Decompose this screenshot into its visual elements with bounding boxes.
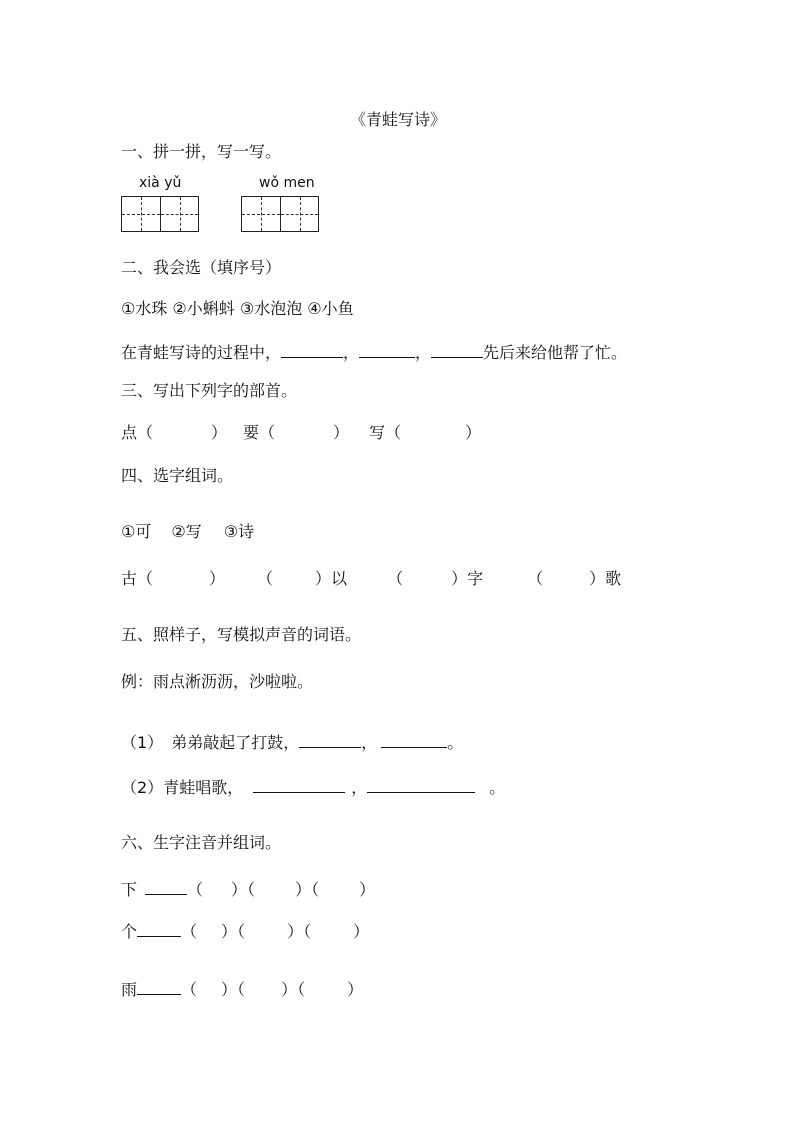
fill-sentence (121, 341, 627, 363)
word-row (121, 569, 621, 589)
pinyin-xia-yu: xià yǔ (139, 175, 182, 191)
word-ge: ）歌 (589, 569, 622, 588)
section-1-heading: 一、拼一拼，写一写。 (121, 142, 282, 161)
pinyin-wo-men: wǒ men (259, 175, 315, 191)
section-5-heading: 五、照样子，写模拟声音的词语。 (121, 625, 362, 644)
paren-close: ） (281, 980, 298, 999)
paren-close: ） (295, 880, 312, 899)
radical-xie: 写（ (369, 423, 402, 442)
section-3-heading: 三、写出下列字的部首。 (121, 381, 298, 400)
page-title: 《青蛙写诗》 (350, 110, 447, 129)
paren-open: （ (181, 922, 198, 941)
section-6-heading: 六、生字注音并组词。 (121, 833, 282, 852)
comma: ， (351, 778, 368, 797)
radical-row (121, 423, 481, 443)
blank-2[interactable] (359, 341, 415, 358)
pinyin-blank[interactable] (137, 978, 181, 995)
char-xia: 下 (121, 880, 138, 899)
paren-close: ） (465, 423, 482, 442)
section-2-heading: 二、我会选（填序号） (121, 258, 282, 277)
paren-close: ） (211, 423, 228, 442)
blank-3[interactable] (431, 341, 483, 358)
comma: ， (343, 343, 360, 362)
pinyin-blank[interactable] (145, 878, 187, 895)
paren-open: （ (187, 880, 204, 899)
writing-grid-2[interactable] (241, 196, 319, 232)
writing-grid-1[interactable] (121, 196, 199, 232)
period: 。 (489, 778, 506, 797)
sentence-end: 先后来给他帮了忙。 (483, 343, 628, 362)
q2-text: 青蛙唱歌， (163, 778, 244, 797)
paren-open: （ (311, 880, 320, 899)
q2-blank-2[interactable] (367, 776, 475, 793)
q2-blank-1[interactable] (253, 776, 345, 793)
question-1 (121, 731, 463, 753)
char-row-ge (121, 920, 369, 942)
paren-close: ） (347, 980, 364, 999)
q1-blank-1[interactable] (299, 731, 361, 748)
example-line: 例：雨点淅沥沥，沙啦啦。 (121, 672, 314, 691)
q1-label: （1） (121, 733, 164, 752)
paren-open: （ (387, 569, 404, 588)
paren-close: ） (287, 922, 304, 941)
word-yi: ）以 (315, 569, 348, 588)
paren-open: （ (303, 922, 312, 941)
option-shi: ③诗 (223, 522, 255, 541)
paren-open: （ (297, 980, 306, 999)
paren-close: ） (221, 980, 238, 999)
pinyin-blank[interactable] (137, 920, 181, 937)
paren-open: （ (257, 569, 274, 588)
char-row-yu (121, 978, 363, 1000)
paren-close: ） (359, 880, 376, 899)
grid-cell[interactable] (122, 197, 160, 231)
paren-open: （ (247, 880, 256, 899)
grid-cell[interactable] (280, 197, 318, 231)
q1-blank-2[interactable] (381, 731, 447, 748)
section-4-heading: 四、选字组词。 (121, 466, 234, 485)
paren-open: （ (237, 922, 246, 941)
blank-1[interactable] (281, 341, 343, 358)
paren-close: ） (221, 922, 238, 941)
grid-cell[interactable] (242, 197, 280, 231)
q2-label: （2） (121, 778, 164, 797)
paren-open: （ (527, 569, 544, 588)
options-list: ①水珠 ②小蝌蚪 ③水泡泡 ④小鱼 (121, 299, 354, 318)
comma: ， (415, 343, 432, 362)
paren-close: ） (231, 880, 248, 899)
paren-close: ） (209, 569, 226, 588)
word-gu: 古（ (121, 569, 154, 588)
paren-close: ） (353, 922, 370, 941)
char-yu: 雨 (121, 980, 138, 999)
paren-open: （ (181, 980, 198, 999)
radical-dian: 点（ (121, 423, 154, 442)
paren-open: （ (237, 980, 246, 999)
paren-close: ） (333, 423, 350, 442)
question-2 (121, 776, 505, 798)
word-zi: ）字 (451, 569, 484, 588)
comma: ， (361, 733, 378, 752)
option-ke: ①可 (121, 522, 152, 541)
q1-text: 弟弟敲起了打鼓， (171, 733, 300, 752)
radical-yao: 要（ (243, 423, 276, 442)
period: 。 (447, 733, 464, 752)
grid-cell[interactable] (160, 197, 198, 231)
sentence-start: 在青蛙写诗的过程中， (121, 343, 282, 362)
char-row-xia (121, 878, 375, 900)
word-options (121, 522, 254, 542)
char-ge: 个 (121, 922, 138, 941)
option-xie: ②写 (171, 522, 202, 541)
